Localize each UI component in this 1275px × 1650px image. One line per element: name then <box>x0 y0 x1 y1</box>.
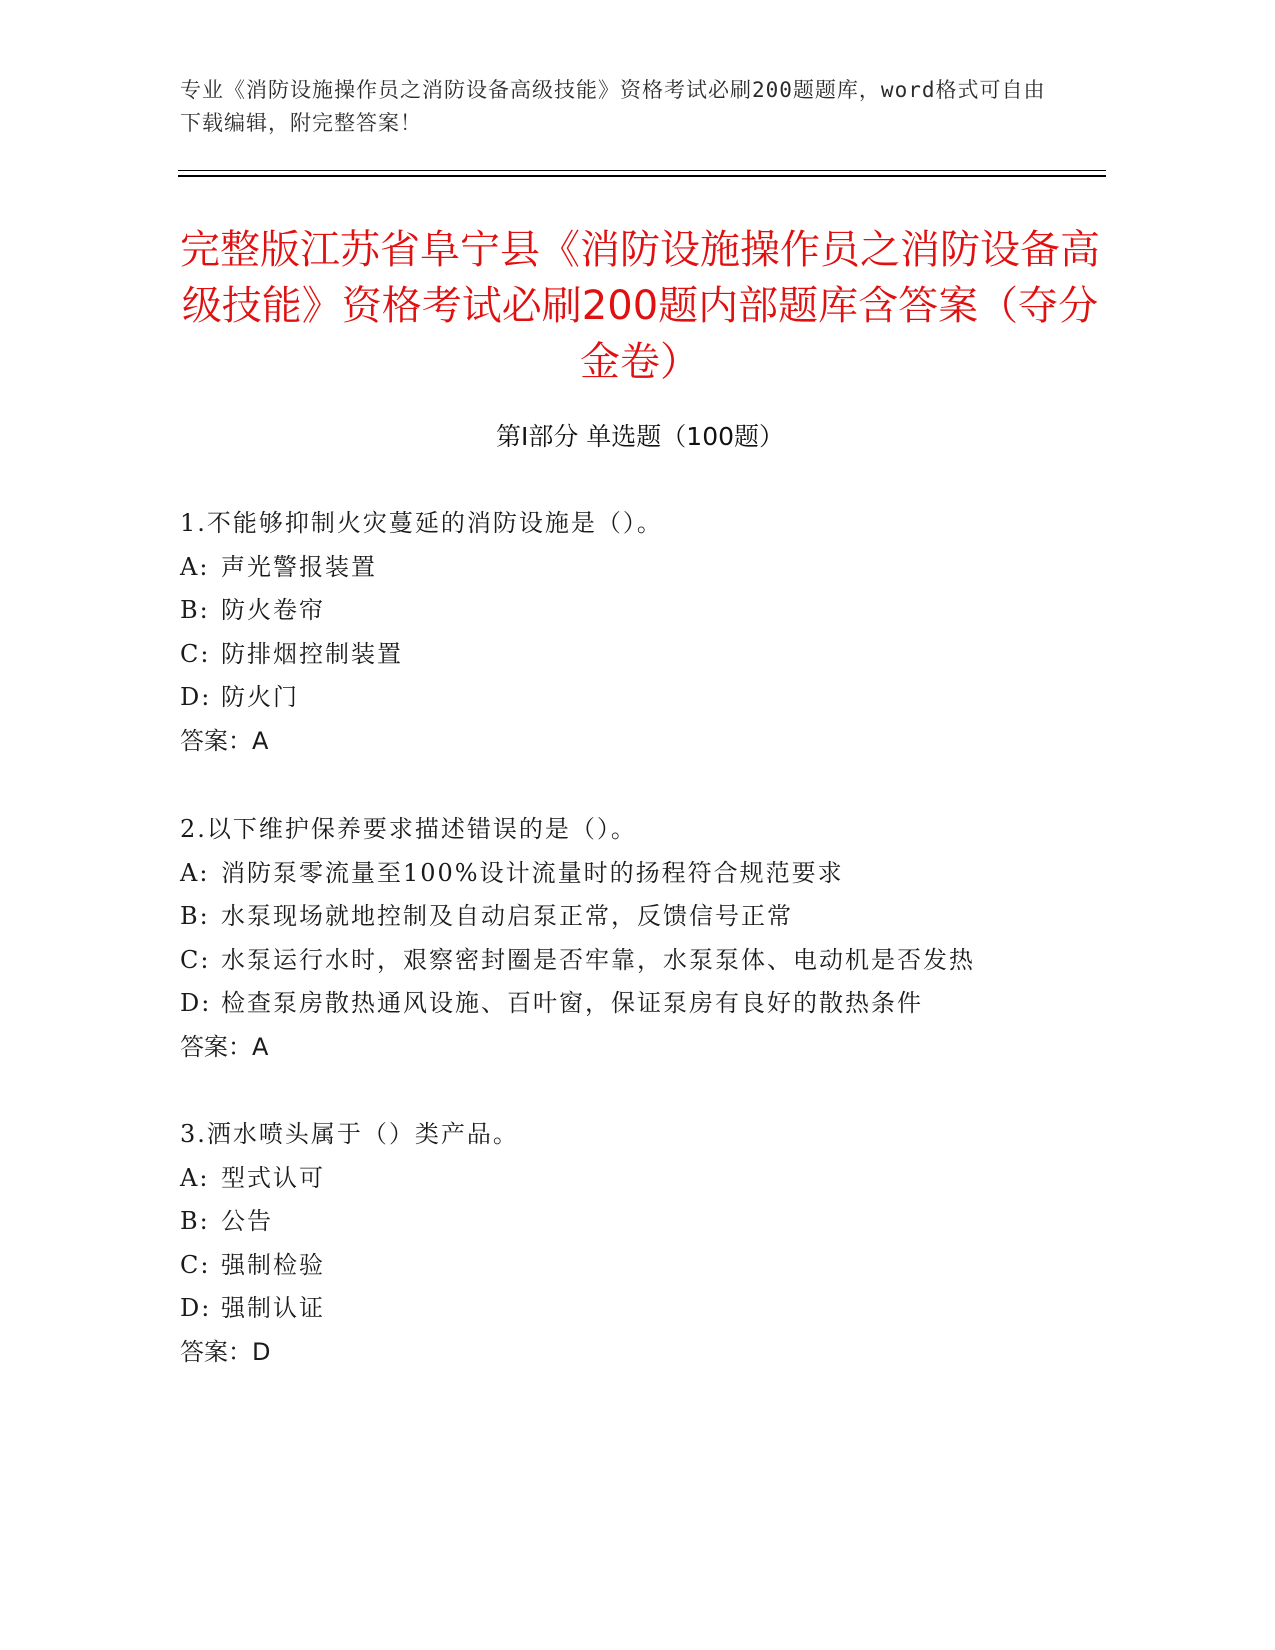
header-rule-thick <box>178 175 1106 177</box>
option-letter: A: <box>180 858 210 887</box>
option-letter: C: <box>180 945 211 974</box>
option-text: 水泵运行水时，艰察密封圈是否牢靠，水泵泵体、电动机是否发热 <box>221 945 975 974</box>
option-c <box>180 633 1080 677</box>
option-b <box>180 589 1080 633</box>
answer-label: 答案： <box>180 1032 252 1061</box>
question-stem: 2.以下维护保养要求描述错误的是（）。 <box>180 815 637 843</box>
option-a <box>180 546 1080 590</box>
option-text: 型式认可 <box>221 1163 325 1192</box>
answer-value: A <box>252 726 269 755</box>
option-text: 强制检验 <box>221 1250 325 1279</box>
option-b <box>180 895 1080 939</box>
document-title: 完整版江苏省阜宁县《消防设施操作员之消防设备高级技能》资格考试必刷200题内部题库含答案（夺分金卷） <box>180 227 1100 385</box>
answer-value: A <box>252 1032 269 1061</box>
question-2 <box>180 808 1080 1069</box>
option-text: 强制认证 <box>221 1294 325 1322</box>
option-text: 防火门 <box>221 683 299 711</box>
option-d <box>180 1287 1080 1331</box>
option-letter: B: <box>180 596 210 624</box>
answer-value: D <box>252 1337 271 1366</box>
option-text: 检查泵房散热通风设施、百叶窗，保证泵房有良好的散热条件 <box>221 989 923 1017</box>
option-letter: C: <box>180 639 211 668</box>
option-text: 防排烟控制装置 <box>221 639 403 668</box>
option-text: 水泵现场就地控制及自动启泵正常，反馈信号正常 <box>221 902 793 930</box>
option-a <box>180 1157 1080 1201</box>
option-letter: B: <box>180 1207 210 1235</box>
answer-label: 答案： <box>180 726 252 755</box>
option-b <box>180 1200 1080 1244</box>
option-letter: C: <box>180 1250 211 1279</box>
answer-line <box>180 1331 1080 1375</box>
question-stem: 3.洒水喷头属于（）类产品。 <box>180 1120 519 1148</box>
answer-line <box>180 1026 1080 1070</box>
option-a <box>180 852 1080 896</box>
answer-label: 答案： <box>180 1337 252 1366</box>
option-letter: A: <box>180 1163 210 1192</box>
question-stem: 1.不能够抑制火灾蔓延的消防设施是（）。 <box>180 509 663 537</box>
option-d <box>180 982 1080 1026</box>
header-note: 专业《消防设施操作员之消防设备高级技能》资格考试必刷200题题库，word格式可自由下载编辑，附完整答案！ <box>180 78 1046 135</box>
header-rule-thin <box>178 170 1106 171</box>
option-letter: D: <box>180 989 212 1017</box>
answer-line <box>180 720 1080 764</box>
option-text: 消防泵零流量至100%设计流量时的扬程符合规范要求 <box>221 858 844 887</box>
option-letter: D: <box>180 683 212 711</box>
option-text: 声光警报装置 <box>221 552 377 581</box>
option-letter: D: <box>180 1294 212 1322</box>
question-3 <box>180 1113 1080 1374</box>
option-letter: B: <box>180 902 210 930</box>
option-letter: A: <box>180 552 210 581</box>
option-d <box>180 676 1080 720</box>
question-1 <box>180 502 1080 763</box>
option-text: 防火卷帘 <box>221 596 325 624</box>
option-c <box>180 1244 1080 1288</box>
section-heading: 第I部分 单选题（100题） <box>495 422 785 451</box>
option-c <box>180 939 1080 983</box>
option-text: 公告 <box>221 1207 273 1235</box>
